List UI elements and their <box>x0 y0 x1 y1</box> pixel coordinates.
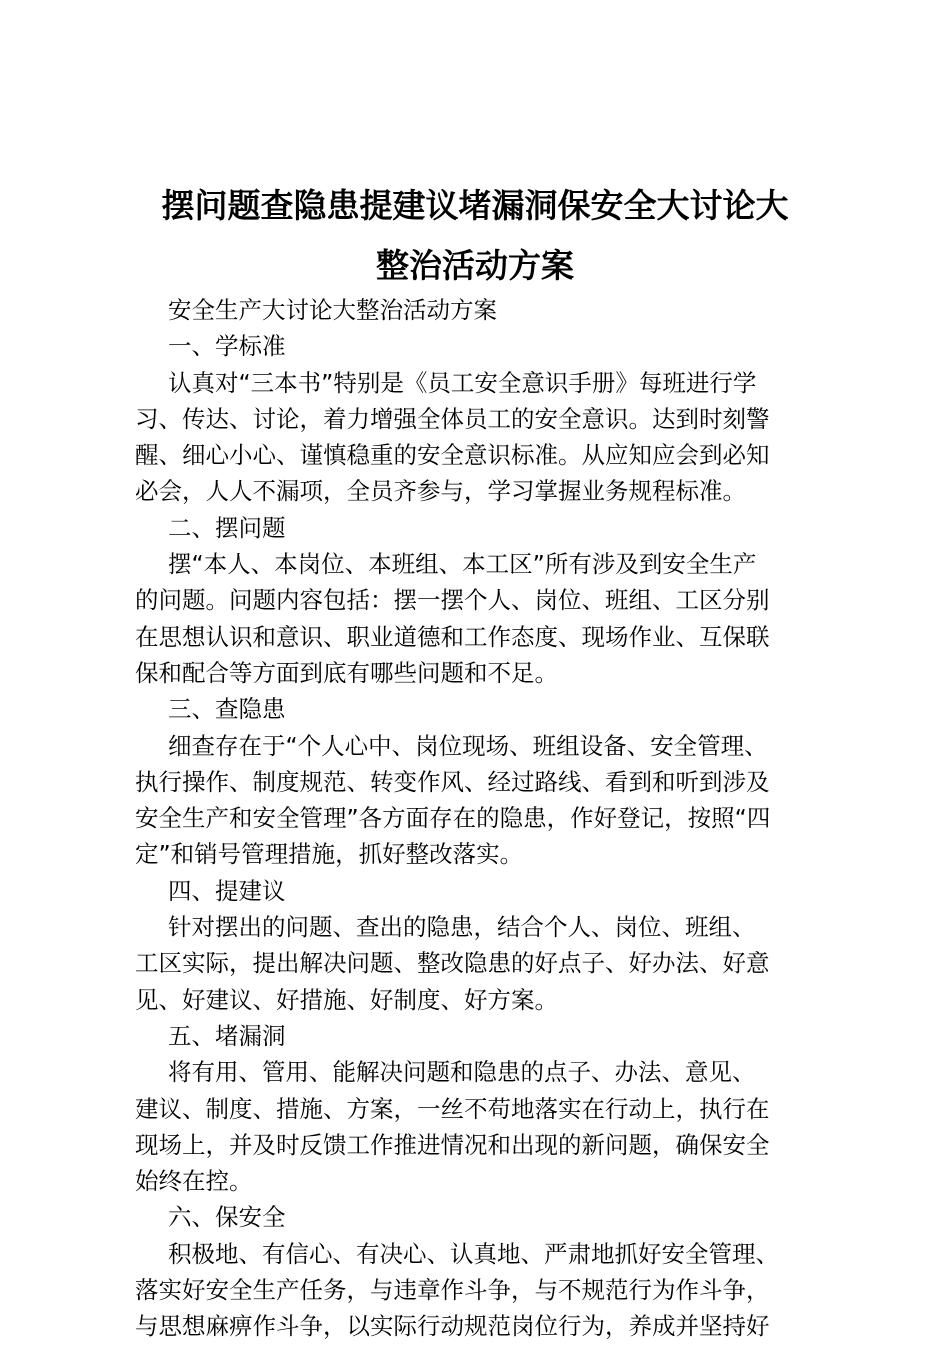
paragraph-line: 与思想麻痹作斗争，以实际行动规范岗位行为，养成并坚持好 <box>135 1312 770 1341</box>
paragraph-line: 将有用、管用、能解决问题和隐患的点子、办法、意见、 <box>168 1058 756 1087</box>
paragraph-line: 醒、细心小心、谨慎稳重的安全意识标准。从应知应会到必知 <box>135 441 770 470</box>
document-body <box>135 292 835 1345</box>
paragraph-line: 建议、制度、措施、方案，一丝不苟地落实在行动上，执行在 <box>135 1094 770 1123</box>
section-heading-1: 一、学标准 <box>168 332 286 361</box>
paragraph-line: 在思想认识和意识、职业道德和工作态度、现场作业、互保联 <box>135 622 770 651</box>
section-heading-2: 二、摆问题 <box>168 513 286 542</box>
paragraph-line: 落实好安全生产任务，与违章作斗争，与不规范行为作斗争， <box>135 1276 770 1305</box>
paragraph-line: 定”和销号管理措施，抓好整改落实。 <box>135 840 524 869</box>
paragraph-line: 认真对“三本书”特别是《员工安全意识手册》每班进行学 <box>168 368 757 397</box>
subtitle-line: 安全生产大讨论大整治活动方案 <box>168 296 497 324</box>
section-heading-6: 六、保安全 <box>168 1203 286 1232</box>
paragraph-line: 见、好建议、好措施、好制度、好方案。 <box>135 985 558 1014</box>
paragraph-line: 积极地、有信心、有决心、认真地、严肃地抓好安全管理、 <box>168 1239 779 1268</box>
section-heading-4: 四、提建议 <box>168 876 286 905</box>
paragraph-line: 的问题。问题内容包括：摆一摆个人、岗位、班组、工区分别 <box>135 586 770 615</box>
paragraph-line: 现场上，并及时反馈工作推进情况和出现的新问题，确保安全 <box>135 1130 770 1159</box>
paragraph-line: 必会，人人不漏项，全员齐参与，学习掌握业务规程标准。 <box>135 477 746 506</box>
paragraph-line: 针对摆出的问题、查出的隐患，结合个人、岗位、班组、 <box>168 913 756 942</box>
paragraph-line: 始终在控。 <box>135 1167 253 1196</box>
paragraph-line: 习、传达、讨论，着力增强全体员工的安全意识。达到时刻警 <box>135 404 770 433</box>
paragraph-line: 工区实际，提出解决问题、整改隐患的好点子、好办法、好意 <box>135 949 770 978</box>
paragraph-line: 保和配合等方面到底有哪些问题和不足。 <box>135 658 558 687</box>
section-heading-3: 三、查隐患 <box>168 695 286 724</box>
paragraph-line: 安全生产和安全管理”各方面存在的隐患，作好登记，按照“四 <box>135 804 771 833</box>
document-title-line-2: 整治活动方案 <box>376 246 574 285</box>
paragraph-line: 执行操作、制度规范、转变作风、经过路线、看到和听到涉及 <box>135 767 770 796</box>
document-title-line-1: 摆问题查隐患提建议堵漏洞保安全大讨论大 <box>161 186 789 225</box>
paragraph-line: 细查存在于“个人心中、岗位现场、班组设备、安全管理、 <box>168 731 768 760</box>
paragraph-line: 摆“本人、本岗位、本班组、本工区”所有涉及到安全生产 <box>168 550 757 579</box>
section-heading-5: 五、堵漏洞 <box>168 1021 286 1050</box>
